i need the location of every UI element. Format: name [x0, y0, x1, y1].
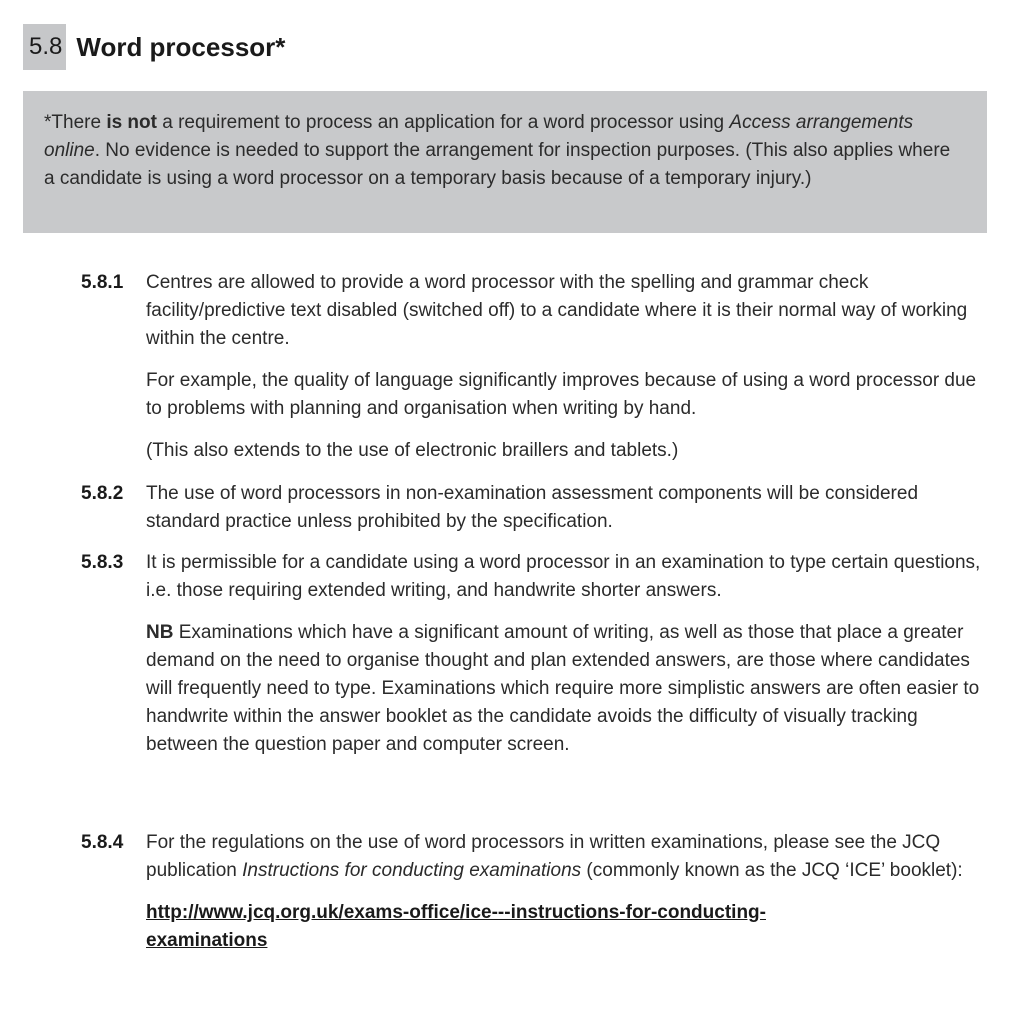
paragraph: The use of word processors in non-examination assessment components will be considered standard practice unless prohibited by the specification.	[146, 483, 919, 532]
text-part: (commonly known as the JCQ ‘ICE’ booklet):	[581, 860, 963, 881]
paragraph: (This also extends to the use of electronic braillers and tablets.)	[146, 440, 679, 461]
subsection-number: 5.8.2	[81, 483, 124, 504]
subsection-number: 5.8.3	[81, 552, 124, 573]
subsection-number: 5.8.1	[81, 272, 124, 293]
paragraph	[146, 829, 988, 885]
section-heading	[23, 24, 285, 70]
section-title: Word processor*	[76, 32, 286, 62]
paragraph: It is permissible for a candidate using a word processor in an examination to type certain questions, i.e. those requiring extended writing, and handwrite shorter answers.	[146, 552, 981, 601]
publication-title: Instructions for conducting examinations	[242, 860, 582, 881]
subsection-number: 5.8.4	[81, 832, 124, 853]
subsection-5-8-2	[0, 480, 1024, 536]
subsection-5-8-3	[0, 549, 1024, 759]
paragraph: For example, the quality of language significantly improves because of using a word processor due to problems with planning and organisation when writing by hand.	[146, 370, 977, 419]
section-number: 5.8	[23, 24, 66, 70]
note-text-prefix: *There	[44, 112, 107, 133]
subsection-5-8-1	[0, 269, 1024, 465]
link-line-2[interactable]: examinations	[146, 930, 268, 951]
link-line-1[interactable]: http://www.jcq.org.uk/exams-office/ice---instructions-for-conducting-	[146, 902, 766, 923]
text-part: For the regulations on the use of word processors in written examinations, please see the JCQ publication	[146, 832, 941, 881]
nb-text: Examinations which have a significant amount of writing, as well as those that place a greater demand on the need to organise thought and plan extended answers, are those where candidates will frequently need to type. Examinations which require more simplistic answers are often easier to handwrite within the answer booklet as the candidate avoids the difficulty of visually tracking between the question paper and computer screen.	[146, 622, 980, 755]
note-text-1: a requirement to process an application for a word processor using	[156, 112, 730, 133]
nb-label: NB	[146, 622, 174, 643]
paragraph: Centres are allowed to provide a word processor with the spelling and grammar check facility/predictive text disabled (switched off) to a candidate where it is their normal way of working within the centre.	[146, 272, 968, 349]
note-italic-title: Access arrangements online	[44, 112, 914, 161]
subsection-5-8-4	[0, 829, 1024, 955]
note-box	[23, 91, 987, 233]
nb-paragraph	[146, 619, 988, 759]
ice-link[interactable]	[146, 902, 766, 951]
link-paragraph	[146, 899, 988, 955]
note-emphasis: is not	[106, 112, 157, 133]
note-text-2: . No evidence is needed to support the arrangement for inspection purposes. (This also applies where a candidate is using a word processor on a temporary basis because of a temporary injury.)	[44, 140, 951, 189]
